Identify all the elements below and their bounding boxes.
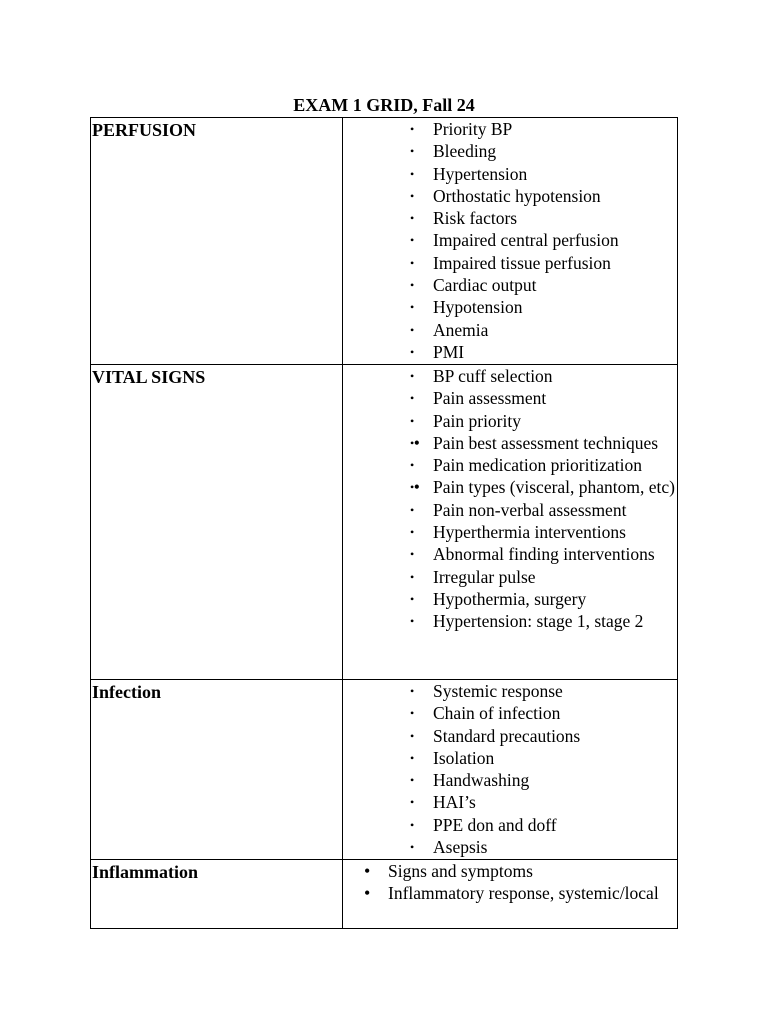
items-cell [343,680,678,860]
topic-item-list [343,118,677,363]
topic-label: VITAL SIGNS [92,367,206,387]
topic-item-list [343,365,677,633]
items-cell [343,118,678,365]
list-item: • BP cuff selection [343,365,677,387]
table-row [91,860,678,929]
list-item: • Pain non-verbal assessment [343,499,677,521]
list-item: • Signs and symptoms [343,860,677,882]
items-cell [343,860,678,929]
page-title: EXAM 1 GRID, Fall 24 [293,95,475,115]
list-item [343,432,677,454]
list-item: • Inflammatory response, systemic/local [343,882,677,904]
list-item: • Standard precautions [343,725,677,747]
list-item: • HAI’s [343,791,677,813]
list-item: • Irregular pulse [343,566,677,588]
list-item: • Isolation [343,747,677,769]
items-cell [343,365,678,680]
list-item-text: Pain types (visceral, phantom, etc) [433,477,676,498]
list-item: • Chain of infection [343,702,677,724]
topic-cell [91,118,343,365]
list-item: • Risk factors [343,207,677,229]
table-row [91,365,678,680]
table-row [91,680,678,860]
list-item-text: Pain best assessment techniques [433,432,659,453]
list-item [343,476,677,498]
topic-label: Infection [92,682,161,702]
list-item: • Abnormal finding interventions [343,543,677,565]
list-item: • Hyperthermia interventions [343,521,677,543]
list-item: • Hypothermia, surgery [343,588,677,610]
list-item: • Pain priority [343,410,677,432]
bullet-icon: • [413,432,433,453]
topic-cell [91,680,343,860]
topic-item-list [343,680,677,858]
list-item: • PMI [343,341,677,363]
list-item: • Pain assessment [343,387,677,409]
list-item: • Impaired tissue perfusion [343,252,677,274]
topic-label: PERFUSION [92,120,197,140]
list-item: • Asepsis [343,836,677,858]
list-item: • Hypertension [343,163,677,185]
list-item: • Systemic response [343,680,677,702]
list-item: • Hypotension [343,296,677,318]
topic-cell [91,365,343,680]
list-item: • Orthostatic hypotension [343,185,677,207]
list-item: • Priority BP [343,118,677,140]
list-item: • PPE don and doff [343,814,677,836]
table-row [91,118,678,365]
topic-item-list [343,860,677,905]
topic-label: Inflammation [92,862,199,882]
list-item: • Bleeding [343,140,677,162]
list-item: • Impaired central perfusion [343,229,677,251]
list-item: • Cardiac output [343,274,677,296]
bullet-icon: • [413,477,433,498]
list-item: • Hypertension: stage 1, stage 2 [343,610,677,632]
list-item: • Pain medication prioritization [343,454,677,476]
exam-grid-table [90,117,678,929]
list-item: • Handwashing [343,769,677,791]
topic-cell [91,860,343,929]
list-item: • Anemia [343,319,677,341]
